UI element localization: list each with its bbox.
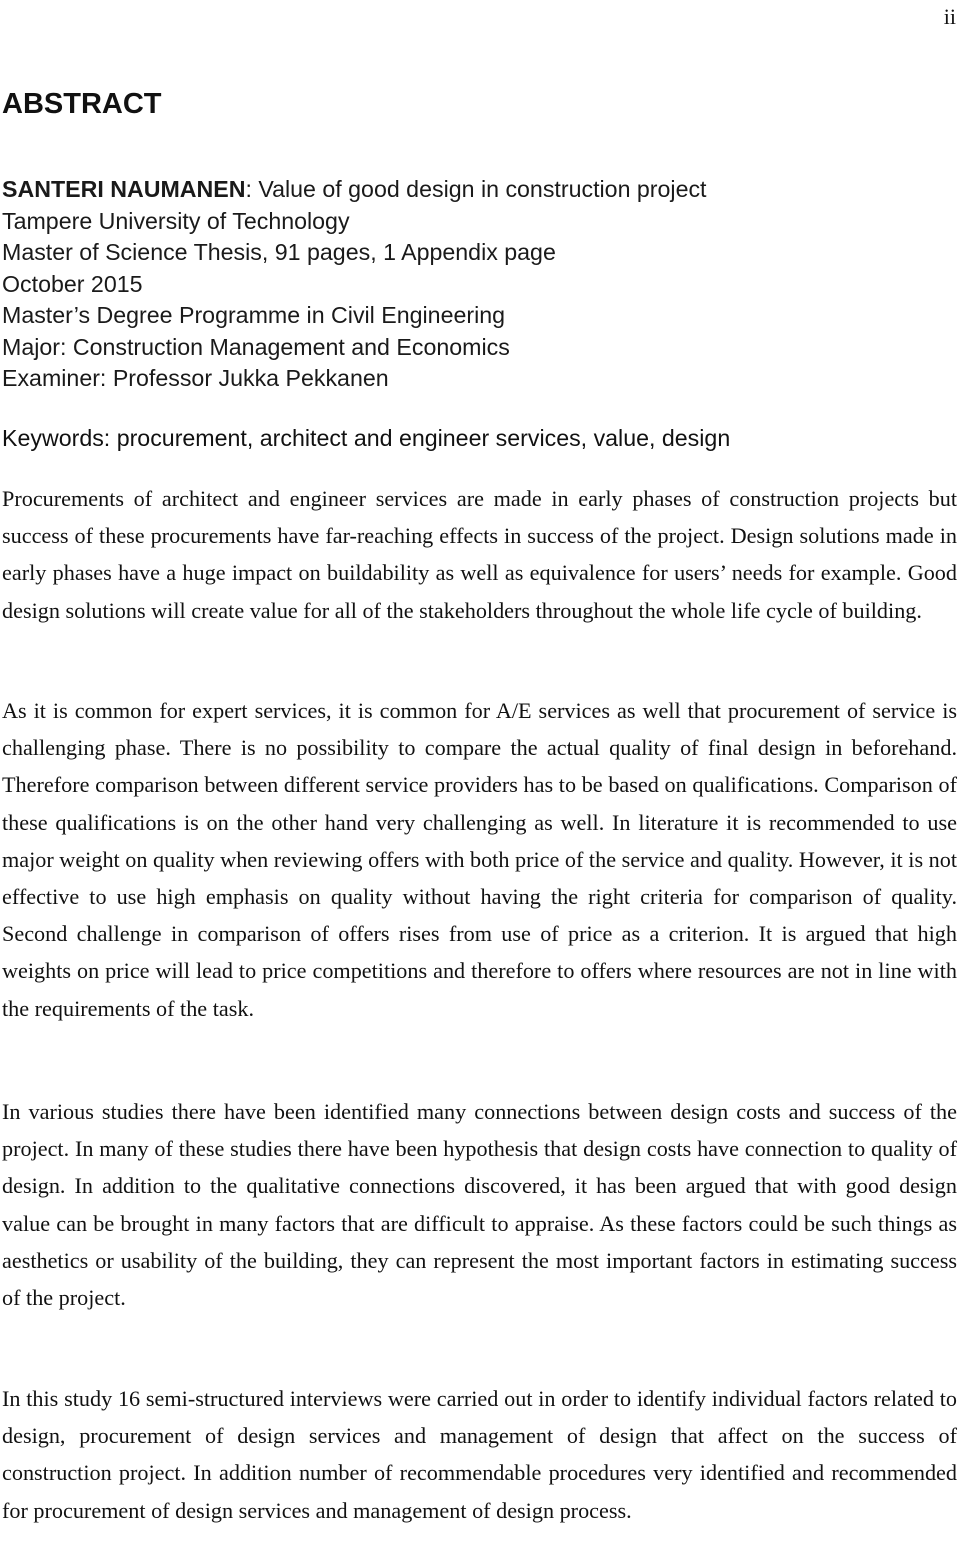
examiner: Examiner: Professor Jukka Pekkanen xyxy=(2,365,389,391)
abstract-paragraph-3: In various studies there have been identified many connections between design costs and success of the project. In many of these studies there have been hypothesis that design costs have connection to quality of design. In addition to the qualitative connections discovered, it has been argued that with good design value can be brought in many factors that are difficult to appraise. As these factors could be such things as aesthetics or usability of the building, they can represent the most important factors in estimating success of the project. xyxy=(2,1099,957,1311)
thesis-type: Master of Science Thesis, 91 pages, 1 Appendix page xyxy=(2,239,556,265)
degree-programme: Master’s Degree Programme in Civil Engineering xyxy=(2,302,506,328)
author-name: SANTERI NAUMANEN xyxy=(2,176,246,202)
page-number: ii xyxy=(943,4,956,29)
university: Tampere University of Technology xyxy=(2,207,350,234)
major: Major: Construction Management and Economics xyxy=(2,333,510,360)
thesis-date: October 2015 xyxy=(2,270,143,297)
abstract-paragraph-4: In this study 16 semi-structured interviews were carried out in order to identify individual factors related to design, procurement of design services and management of design that affect on the success of construction project. In addition number of recommendable procedures very identified and recommended for procurement of design services and management of design process. xyxy=(2,1386,957,1523)
abstract-paragraph-2: As it is common for expert services, it is common for A/E services as well that procurement of service is challenging phase. There is no possibility to compare the actual quality of final design in beforehand. Therefore comparison between different service providers has to be based on qualifications. Comparison of these qualifications is on the other hand very challenging as well. In literature it is recommended to use major weight on quality when reviewing offers with both price of the service and quality. However, it is not effective to use high emphasis on quality without having the right criteria for comparison of quality. Second challenge in comparison of offers rises from use of price as a criterion. It is argued that high weights on price will lead to price competitions and therefore to offers where resources are not in line with the requirements of the task. xyxy=(2,698,957,1021)
thesis-metadata xyxy=(2,174,707,395)
keywords: Keywords: procurement, architect and engineer services, value, design xyxy=(2,425,731,451)
title-line xyxy=(2,174,707,206)
thesis-title: : Value of good design in construction project xyxy=(245,176,707,202)
abstract-paragraph-1: Procurements of architect and engineer services are made in early phases of construction projects but success of these procurements have far-reaching effects in success of the project. Design solutions made in early phases have a huge impact on buildability as well as equivalence for users’ needs for example. Good design solutions will create value for all of the stakeholders throughout the whole life cycle of building. xyxy=(2,486,957,623)
page-title: ABSTRACT xyxy=(2,88,162,120)
